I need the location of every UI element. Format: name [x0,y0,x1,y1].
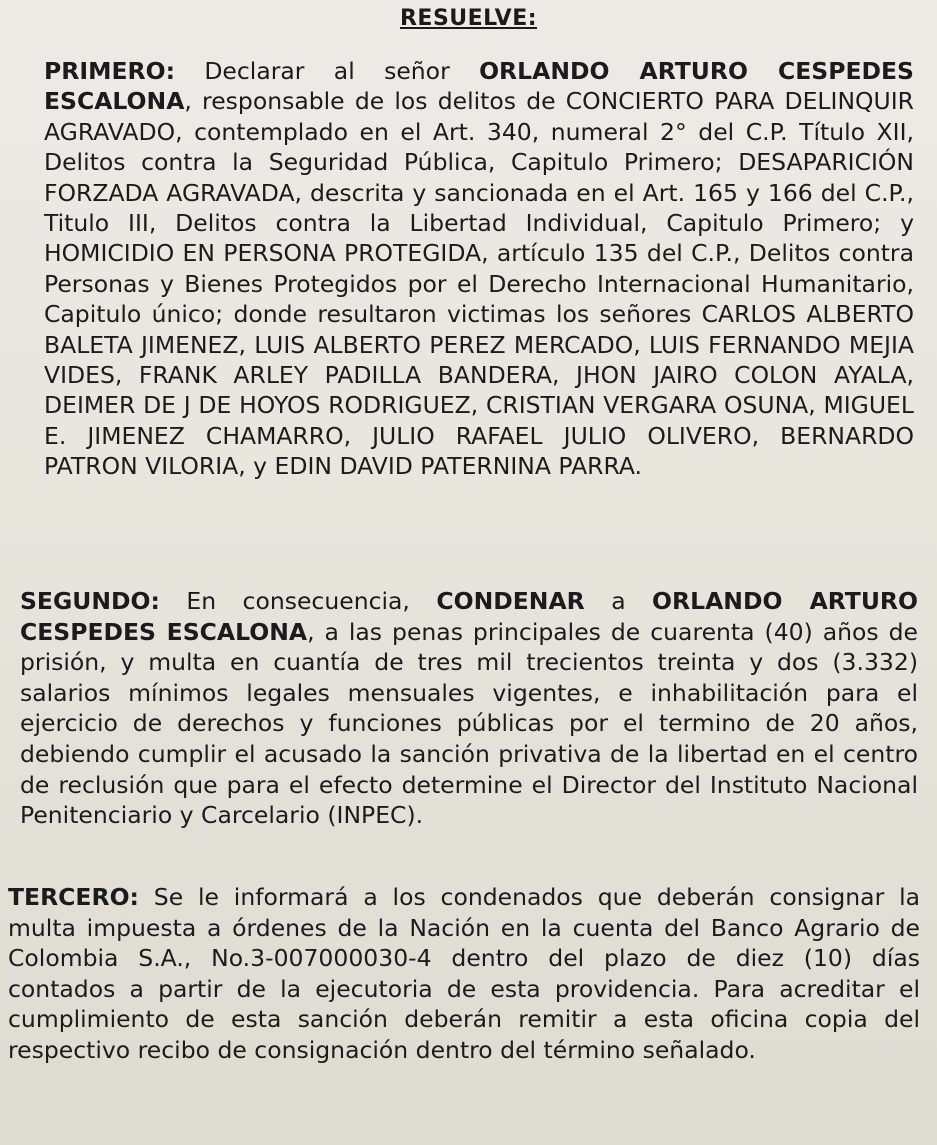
segundo-text-1: En consecuencia, [159,587,437,615]
segundo-text-3: , a las penas principales de cuarenta (40) años de prisión, y multa en cuantía de tres mil trecientos treinta y dos (3.332) salarios mínimos legales mensuales vigentes, e inhabilitación para el ejercicio de derechos y funciones públicas por el termino de 20 años, debiendo cumplir el acusado la sanción privativa de la libertad en el centro de reclusión que para el efecto determine el Director del Instituto Nacional Penitenciario y Carcelario (INPEC). [20,617,918,830]
paragraph-tercero [8,882,920,1065]
segundo-verb: CONDENAR [436,587,585,615]
tercero-text-1: Se le informará a los condenados que deberán consignar la multa impuesta a órdenes de la Nación en la cuenta del Banco Agrario de Colombia S.A., No.3-007000030-4 dentro del plazo de diez (10) días contados a partir de la ejecutoria de esta providencia. Para acreditar el cumplimiento de esta sanción deberán remitir a esta oficina copia del respectivo recibo de consignación dentro del término señalado. [8,883,920,1064]
segundo-defendant-name: ORLANDO ARTURO CESPEDES ESCALONA [20,587,918,646]
paragraph-segundo [20,586,918,831]
primero-label: PRIMERO: [44,57,175,85]
segundo-text-2: a [584,587,653,615]
section-heading: RESUELVE: [399,6,538,31]
primero-defendant-name: ORLANDO ARTURO CESPEDES ESCALONA [44,57,914,116]
primero-text-1: Declarar al señor [174,57,480,85]
segundo-label: SEGUNDO: [20,587,160,615]
tercero-label: TERCERO: [8,883,139,911]
paragraph-primero [44,56,914,482]
primero-text-2: , responsable de los delitos de CONCIERTO PARA DELINQUIR AGRAVADO, contemplado en el Art. 340, numeral 2° del C.P. Título XII, Delitos contra la Seguridad Pública, Capitulo Primero; DESAPARICIÓN FORZADA AGRAVADA, descrita y sancionada en el Art. 165 y 166 del C.P., Titulo III, Delitos contra la Libertad Individual, Capitulo Primero; y HOMICIDIO EN PERSONA PROTEGIDA, artículo 135 del C.P., Delitos contra Personas y Bienes Protegidos por el Derecho Internacional Humanitario, Capitulo único; donde resultaron victimas los señores CARLOS ALBERTO BALETA JIMENEZ, LUIS ALBERTO PEREZ MERCADO, LUIS FERNANDO MEJIA VIDES, FRANK ARLEY PADILLA BANDERA, JHON JAIRO COLON AYALA, DEIMER DE J DE HOYOS RODRIGUEZ, CRISTIAN VERGARA OSUNA, MIGUEL E. JIMENEZ CHAMARRO, JULIO RAFAEL JULIO OLIVERO, BERNARDO PATRON VILORIA, y EDIN DAVID PATERNINA PARRA. [44,87,914,481]
